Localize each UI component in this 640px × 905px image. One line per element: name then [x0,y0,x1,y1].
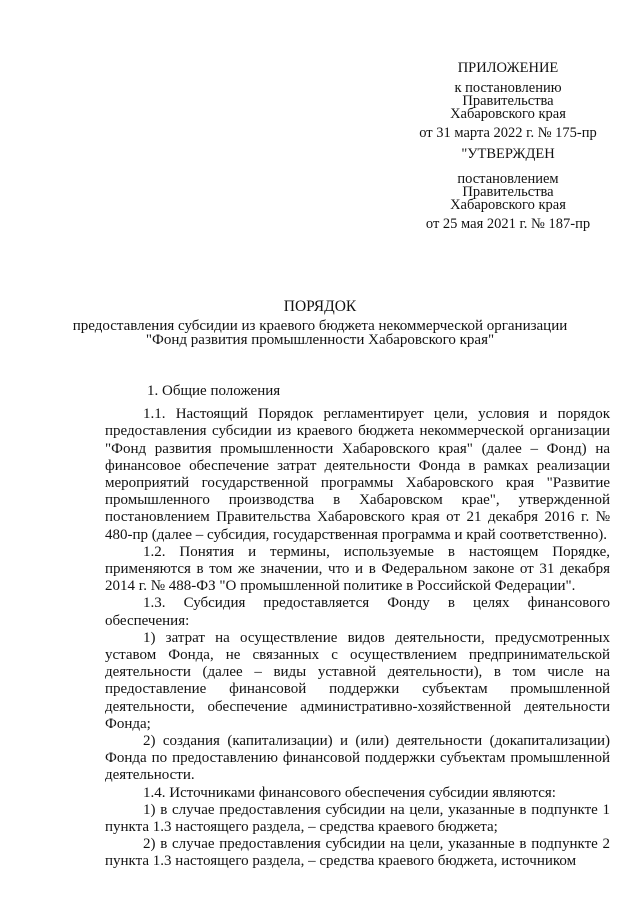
document-title: ПОРЯДОК [283,298,357,315]
paragraph-1-2: 1.2. Понятия и термины, используемые в настоящем Порядке, применяются в том же значении, что и в Федеральном законе от 31 декабря 2014 г. № 488-ФЗ "О промышленной политике в Российской Федерации". [105,543,610,595]
approved-line-2: Правительства [462,184,554,200]
paragraph-1-4-item-1: 1) в случае предоставления субсидии на цели, указанные в подпункте 1 пункта 1.3 настоящего раздела, – средства краевого бюджета; [105,801,610,836]
appendix-line-4: от 31 марта 2022 г. № 175-пр [419,125,597,141]
document-subtitle-line-1: предоставления субсидии из краевого бюджета некоммерческой организации [72,318,568,334]
paragraph-1-1: 1.1. Настоящий Порядок регламентирует цели, условия и порядок предоставления субсидии из краевого бюджета некоммерческой организации "Фонд развития промышленности Хабаровского края" (далее – Фонд) на финансовое обеспечение затрат деятельности Фонда в рамках реализации мероприятий государственной программы Хабаровского края "Развитие промышленного производства в Хабаровском крае", утвержденной постановлением Правительства Хабаровского края от 21 декабря 2016 г. № 480-пр (далее – субсидия, государственная программа и край соответственно). [105,406,610,543]
appendix-block [400,62,616,140]
document-subtitle-line-2: "Фонд развития промышленности Хабаровского края" [145,332,495,348]
appendix-line-1: к постановлению [454,80,562,96]
paragraph-1-3-item-1: 1) затрат на осуществление видов деятельности, предусмотренных уставом Фонда, не связанных с осуществлением предпринимательской деятельности (далее – виды уставной деятельности), в том числе на предоставление финансовой поддержки субъектам промышленной деятельности, обеспечение административно-хозяйственной деятельности Фонда; [105,629,610,732]
approved-title: "УТВЕРЖДЕН [461,146,555,162]
approved-line-4: от 25 мая 2021 г. № 187-пр [425,216,591,232]
paragraph-1-3-item-2: 2) создания (капитализации) и (или) деятельности (докапитализации) Фонда по предоставлению финансовой поддержки субъектам промышленной деятельности. [105,733,610,784]
paragraph-1-3: 1.3. Субсидия предоставляется Фонду в целях финансового обеспечения: [105,595,610,629]
document-body [105,383,610,871]
section-heading: 1. Общие положения [147,383,281,399]
appendix-line-3: Хабаровского края [450,106,566,122]
paragraph-1-4-item-2: 2) в случае предоставления субсидии на цели, указанные в подпункте 2 пункта 1.3 настоящего раздела, – средства краевого бюджета, источником [105,836,610,870]
approved-line-3: Хабаровского края [450,197,566,213]
document-title-block [0,298,640,347]
appendix-line-2: Правительства [462,93,554,109]
approved-line-1: постановлением [457,171,559,187]
paragraph-1-4: 1.4. Источниками финансового обеспечения субсидии являются: [143,784,556,801]
appendix-title: ПРИЛОЖЕНИЕ [457,60,559,76]
approved-block [400,148,616,231]
